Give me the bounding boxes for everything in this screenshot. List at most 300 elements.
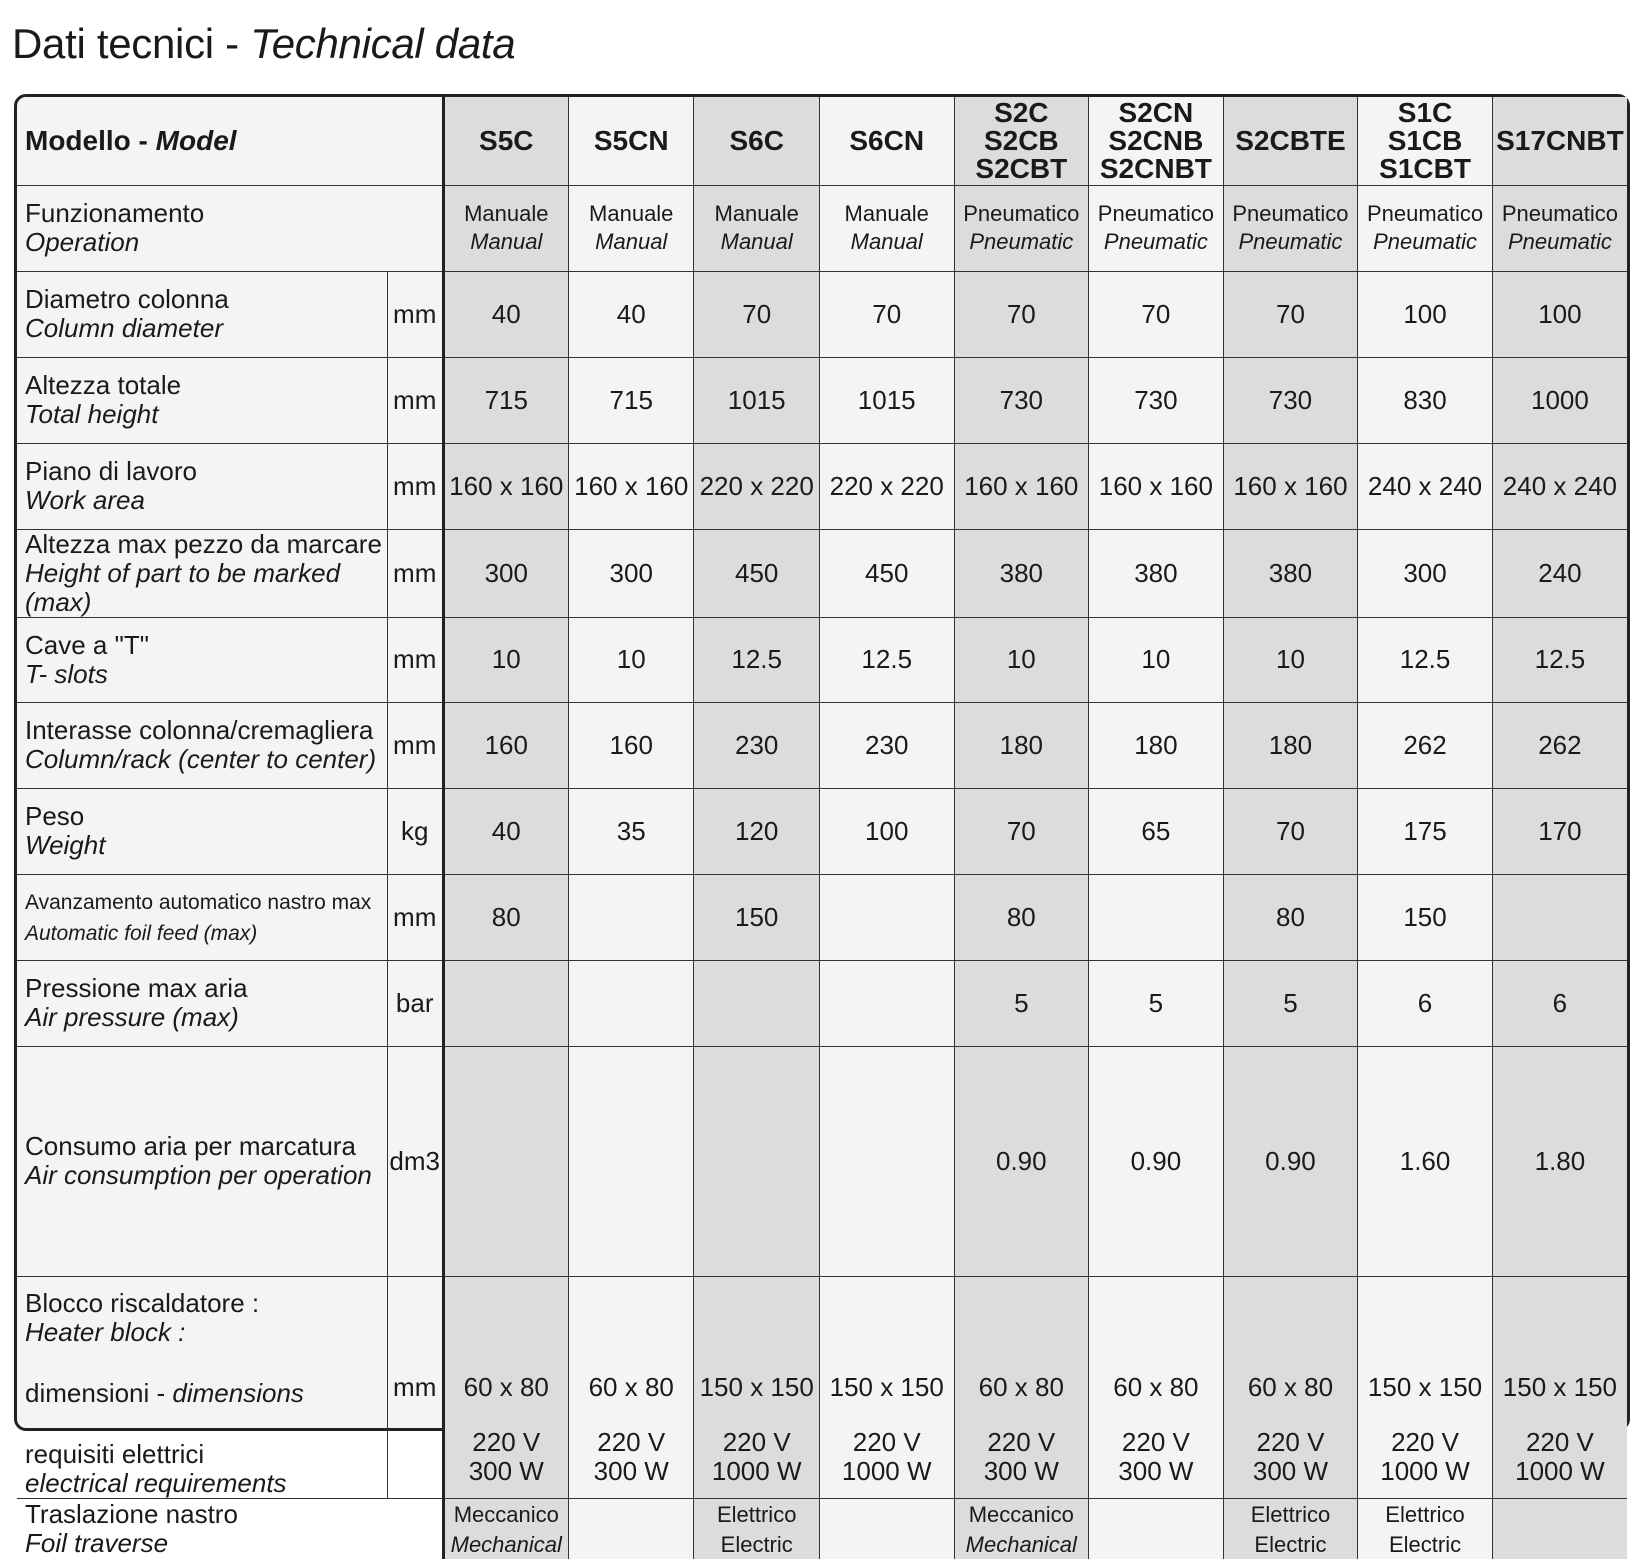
row-value: 120 <box>735 815 779 846</box>
row-value-cell <box>443 357 568 443</box>
row-label-cell <box>17 1046 387 1276</box>
label-en: Weight <box>25 830 106 860</box>
operation-value-cell <box>954 185 1089 271</box>
row-value: 160 <box>484 729 528 760</box>
row-value-cell <box>1089 874 1224 960</box>
label-en: Work area <box>25 485 145 515</box>
model-header-cell <box>1492 97 1627 185</box>
row-label-cell <box>17 271 387 357</box>
row-value: 100 <box>1538 298 1582 329</box>
table-row <box>17 443 1627 529</box>
heater-value-cell <box>569 1276 694 1498</box>
spacer <box>569 1402 693 1428</box>
heater-label-en: Heater block : <box>25 1316 186 1347</box>
operation-label-cell <box>17 185 443 271</box>
heater-power: 300 W <box>468 1455 544 1486</box>
row-unit: mm <box>393 557 437 588</box>
spacer <box>1224 1402 1358 1428</box>
row-value: 70 <box>742 298 772 329</box>
row-value-cell <box>1223 702 1358 788</box>
row-value-cell <box>1492 1046 1627 1276</box>
foil-traverse-value-it: Elettrico <box>1385 1501 1465 1527</box>
heater-value-stack <box>445 1277 568 1498</box>
row-label-cell <box>17 788 387 874</box>
heater-dimension: 60 x 80 <box>588 1371 674 1402</box>
row-value: 70 <box>1276 298 1305 329</box>
row-value-cell <box>1492 617 1627 702</box>
foil-traverse-value-cell <box>1358 1498 1493 1559</box>
row-value-cell <box>819 357 954 443</box>
heater-dim-label-en: dimensions <box>172 1377 304 1408</box>
label-it: Traslazione nastro <box>25 1498 238 1529</box>
row-value-cell <box>1223 617 1358 702</box>
model-header-cell <box>694 97 819 185</box>
spacer <box>1089 1402 1223 1428</box>
row-value: 100 <box>1403 298 1447 329</box>
model-name-line: S2CNB <box>1108 124 1204 156</box>
row-value: 262 <box>1538 729 1582 760</box>
spacer <box>694 1402 818 1428</box>
operation-value-it: Pneumatico <box>1366 201 1484 226</box>
model-header-cell <box>1358 97 1493 185</box>
table-row <box>17 1046 1627 1276</box>
row-value-cell <box>1492 960 1627 1046</box>
operation-value-it: Pneumatico <box>963 201 1080 226</box>
foil-traverse-value-cell <box>569 1498 694 1559</box>
row-value: 6 <box>1552 987 1568 1018</box>
row-unit: mm <box>393 644 437 674</box>
label-en: Total height <box>25 399 159 429</box>
row-value: 80 <box>491 901 521 932</box>
heater-power: 1000 W <box>1380 1455 1470 1486</box>
row-unit-cell <box>387 874 443 960</box>
model-name-line: S17CNBT <box>1496 124 1624 156</box>
row-value: 1015 <box>857 384 916 415</box>
model-name-line: S2CN <box>1118 96 1194 128</box>
row-value-cell <box>1089 960 1224 1046</box>
foil-traverse-value-it: Meccanico <box>453 1501 559 1527</box>
row-value: 40 <box>616 298 646 329</box>
operation-value-it: Manuale <box>589 201 674 226</box>
spacer <box>1358 1402 1492 1428</box>
foil-traverse-value-en: Electric <box>1254 1531 1327 1557</box>
row-value-cell <box>569 960 694 1046</box>
foil-traverse-value-cell <box>819 1498 954 1559</box>
row-unit-cell <box>387 271 443 357</box>
row-value: 160 x 160 <box>1233 470 1348 501</box>
row-value-cell <box>1358 788 1493 874</box>
row-value-cell <box>1089 702 1224 788</box>
heater-power: 300 W <box>983 1455 1059 1486</box>
label-it: Consumo aria per marcatura <box>25 1131 356 1161</box>
row-value-cell <box>569 874 694 960</box>
row-value: 1015 <box>727 384 786 415</box>
label-it: Pressione max aria <box>25 973 248 1003</box>
model-name-line: S2CBT <box>975 152 1068 184</box>
row-value: 240 x 240 <box>1502 470 1618 501</box>
row-value: 12.5 <box>861 644 913 674</box>
operation-value-it: Manuale <box>464 201 549 226</box>
row-value: 0.90 <box>996 1145 1047 1176</box>
heater-unit-wrap <box>388 1277 442 1498</box>
heater-voltage: 220 V <box>1256 1426 1325 1457</box>
row-value: 65 <box>1141 815 1171 846</box>
spacer <box>445 1402 568 1428</box>
row-value-cell <box>1089 271 1224 357</box>
operation-value-en: Pneumatic <box>1373 229 1478 254</box>
row-value-cell <box>954 529 1089 617</box>
model-name <box>1358 96 1492 184</box>
model-name-line: S6C <box>729 124 784 156</box>
label-en: Column diameter <box>25 313 223 343</box>
heater-dimension: 60 x 80 <box>978 1371 1064 1402</box>
row-value: 5 <box>1148 987 1164 1018</box>
row-value: 10 <box>1006 644 1036 674</box>
heater-label-cell <box>17 1276 387 1498</box>
row-value: 450 <box>735 557 779 588</box>
row-value: 160 <box>609 729 653 760</box>
row-label-cell <box>17 443 387 529</box>
row-label-cell <box>17 357 387 443</box>
row-value-cell <box>954 271 1089 357</box>
label-it: Funzionamento <box>25 198 205 228</box>
heater-value-cell <box>694 1276 819 1498</box>
row-value: 715 <box>484 384 528 415</box>
label-it: Interasse colonna/cremagliera <box>25 715 374 745</box>
row-value: 12.5 <box>1534 644 1586 674</box>
heater-voltage: 220 V <box>1391 1426 1460 1457</box>
heater-label-it: Blocco riscaldatore : <box>25 1287 260 1318</box>
row-value: 160 x 160 <box>574 470 689 501</box>
heater-value-stack <box>1493 1277 1627 1498</box>
row-value-cell <box>1492 788 1627 874</box>
foil-traverse-value-cell <box>1492 1498 1627 1559</box>
row-value-cell <box>694 874 819 960</box>
row-value-cell <box>694 529 819 617</box>
heater-value-stack <box>820 1277 954 1498</box>
row-value: 40 <box>491 815 521 846</box>
foil-traverse-value-en: Electric <box>720 1531 793 1557</box>
heater-value-stack <box>694 1277 818 1498</box>
spacer <box>955 1402 1089 1428</box>
row-unit-cell <box>387 1046 443 1276</box>
model-name <box>820 124 954 156</box>
heater-dim-label-it: dimensioni - <box>25 1377 173 1408</box>
operation-value-it: Pneumatico <box>1501 201 1618 226</box>
row-value: 180 <box>1268 729 1313 760</box>
heater-row <box>17 1276 1627 1498</box>
heater-value-cell <box>1223 1276 1358 1498</box>
model-label-en: Model <box>155 124 237 156</box>
label-it: Altezza totale <box>25 370 182 400</box>
row-value: 0.90 <box>1265 1145 1316 1176</box>
model-name-line: S2CNBT <box>1099 152 1212 184</box>
foil-traverse-value-en: Mechanical <box>965 1531 1077 1557</box>
foil-traverse-value-en: Mechanical <box>450 1531 562 1557</box>
model-name-line: S5C <box>479 124 534 156</box>
row-value-cell <box>1358 702 1493 788</box>
row-value-cell <box>443 788 568 874</box>
operation-value-cell <box>443 185 568 271</box>
row-value: 35 <box>616 815 646 846</box>
row-value: 10 <box>491 644 521 674</box>
operation-value-cell <box>694 185 819 271</box>
heater-value-cell <box>1492 1276 1627 1498</box>
model-header-cell <box>443 97 568 185</box>
row-unit-cell <box>387 702 443 788</box>
row-value-cell <box>694 443 819 529</box>
row-value: 70 <box>1276 815 1305 846</box>
heater-value-cell <box>1358 1276 1493 1498</box>
row-value: 70 <box>1141 298 1171 329</box>
model-header-cell <box>954 97 1089 185</box>
label-it: Cave a "T" <box>25 629 149 660</box>
heater-voltage: 220 V <box>1121 1426 1190 1457</box>
foil-traverse-value-en: Electric <box>1388 1531 1462 1557</box>
row-value: 100 <box>865 815 909 846</box>
row-value-cell <box>694 271 819 357</box>
row-value: 175 <box>1403 815 1447 846</box>
label-it: Diametro colonna <box>25 284 229 314</box>
row-value-cell <box>1089 529 1224 617</box>
operation-value-en: Pneumatic <box>1507 229 1612 254</box>
operation-value-en: Manual <box>595 229 668 254</box>
operation-value-cell <box>819 185 954 271</box>
row-value: 262 <box>1403 729 1447 760</box>
label-en: Operation <box>25 227 140 257</box>
operation-value-en: Pneumatic <box>1238 229 1343 254</box>
row-value-cell <box>569 1046 694 1276</box>
operation-value-en: Manual <box>470 229 543 254</box>
row-label-cell <box>17 702 387 788</box>
row-value: 380 <box>1134 557 1178 588</box>
row-value-cell <box>1492 874 1627 960</box>
row-unit: mm <box>393 729 437 760</box>
row-value-cell <box>1492 271 1627 357</box>
heater-dimension: 60 x 80 <box>1247 1371 1334 1402</box>
row-value: 230 <box>865 729 909 760</box>
row-value-cell <box>569 271 694 357</box>
label-en: Foil traverse <box>25 1527 169 1558</box>
row-value: 80 <box>1276 901 1305 932</box>
row-value-cell <box>1358 960 1493 1046</box>
spacer <box>25 1408 387 1440</box>
operation-value-it: Pneumatico <box>1232 201 1349 226</box>
row-value-cell <box>1492 443 1627 529</box>
row-unit-cell <box>387 960 443 1046</box>
heater-value-stack <box>955 1277 1089 1498</box>
row-value: 300 <box>609 557 653 588</box>
foil-traverse-label-cell <box>17 1498 443 1559</box>
row-label-cell <box>17 529 387 617</box>
row-value-cell <box>1223 443 1358 529</box>
row-value-cell <box>1223 1046 1358 1276</box>
heater-unit: mm <box>393 1371 437 1402</box>
row-value-cell <box>569 702 694 788</box>
row-value-cell <box>1492 357 1627 443</box>
model-name <box>569 124 693 156</box>
row-value: 70 <box>872 298 902 329</box>
row-unit: dm3 <box>389 1145 440 1176</box>
row-value-cell <box>569 617 694 702</box>
row-value: 450 <box>865 557 909 588</box>
operation-value-it: Manuale <box>714 201 799 226</box>
label-it: Piano di lavoro <box>25 456 197 486</box>
row-value: 715 <box>609 384 653 415</box>
row-unit: kg <box>400 815 429 846</box>
row-value: 12.5 <box>731 644 782 674</box>
row-value-cell <box>443 443 568 529</box>
row-value: 730 <box>1134 384 1178 415</box>
heater-dimension: 150 x 150 <box>829 1371 944 1402</box>
model-header-cell <box>569 97 694 185</box>
row-value-cell <box>569 357 694 443</box>
row-value-cell <box>1492 529 1627 617</box>
row-value-cell <box>1358 443 1493 529</box>
row-value-cell <box>443 960 568 1046</box>
row-label-cell <box>17 874 387 960</box>
label-it: Altezza max pezzo da marcare <box>25 528 382 559</box>
heater-dimension: 150 x 150 <box>699 1371 814 1402</box>
technical-data-table <box>17 97 1627 1559</box>
row-value: 300 <box>484 557 528 588</box>
row-value-cell <box>694 357 819 443</box>
row-value-cell <box>1089 357 1224 443</box>
row-value: 10 <box>616 644 646 674</box>
model-label <box>25 125 237 156</box>
row-unit-cell <box>387 617 443 702</box>
row-value-cell <box>569 529 694 617</box>
row-value: 300 <box>1403 557 1447 588</box>
page-title-en: Technical data <box>250 20 516 67</box>
model-header-cell <box>819 97 954 185</box>
heater-value-cell <box>954 1276 1089 1498</box>
row-value-cell <box>819 617 954 702</box>
model-name <box>445 124 568 156</box>
label-it: Peso <box>25 801 85 831</box>
row-value-cell <box>1358 874 1493 960</box>
row-value-cell <box>819 529 954 617</box>
foil-traverse-value-cell <box>1223 1498 1358 1559</box>
operation-value-en: Pneumatic <box>1103 229 1208 254</box>
row-value-cell <box>954 617 1089 702</box>
heater-dimension: 60 x 80 <box>463 1371 549 1402</box>
foil-traverse-value-cell <box>954 1498 1089 1559</box>
row-value-cell <box>1223 874 1358 960</box>
row-value-cell <box>694 617 819 702</box>
operation-value-cell <box>1089 185 1224 271</box>
foil-traverse-value-it: Elettrico <box>716 1501 797 1527</box>
row-value: 150 <box>1403 901 1447 932</box>
table-row <box>17 529 1627 617</box>
operation-value-en: Manual <box>850 229 923 254</box>
heater-voltage: 220 V <box>1525 1426 1594 1457</box>
row-unit: mm <box>393 901 437 932</box>
model-name <box>1224 124 1358 156</box>
row-value: 70 <box>1006 298 1036 329</box>
heater-power: 300 W <box>593 1455 669 1486</box>
label-en: T- slots <box>25 658 108 689</box>
row-value-cell <box>569 443 694 529</box>
row-value: 220 x 220 <box>829 470 944 501</box>
heater-req-label-it: requisiti elettrici <box>25 1438 205 1469</box>
page-title-it: Dati tecnici - <box>12 20 251 67</box>
operation-value-en: Pneumatic <box>969 229 1074 254</box>
row-value-cell <box>694 702 819 788</box>
heater-label-stack <box>25 1277 387 1498</box>
heater-req-label-en: electrical requirements <box>25 1467 287 1498</box>
model-name-line: S1C <box>1397 96 1453 128</box>
row-value-cell <box>819 788 954 874</box>
heater-voltage: 220 V <box>597 1426 666 1457</box>
table-row <box>17 874 1627 960</box>
heater-value-cell <box>443 1276 568 1498</box>
row-value-cell <box>443 617 568 702</box>
header-row <box>17 97 1627 185</box>
label-en: Column/rack (center to center) <box>25 744 377 774</box>
spacer <box>25 1347 387 1379</box>
row-value: 830 <box>1403 384 1447 415</box>
operation-row <box>17 185 1627 271</box>
row-value-cell <box>1358 271 1493 357</box>
row-value: 380 <box>999 557 1043 588</box>
row-value: 1.60 <box>1399 1145 1451 1176</box>
row-value-cell <box>1223 788 1358 874</box>
model-name-line: S2CBTE <box>1235 124 1346 156</box>
row-value: 170 <box>1538 815 1582 846</box>
row-value-cell <box>954 960 1089 1046</box>
row-value: 160 x 160 <box>449 470 564 501</box>
table-row <box>17 702 1627 788</box>
table-row <box>17 617 1627 702</box>
foil-traverse-value-cell <box>1089 1498 1224 1559</box>
foil-traverse-value-it: Meccanico <box>968 1501 1074 1527</box>
foil-traverse-value-cell <box>443 1498 568 1559</box>
operation-value-cell <box>1223 185 1358 271</box>
row-value-cell <box>1492 702 1627 788</box>
model-name-line: S1CB <box>1387 124 1463 156</box>
row-value-cell <box>819 702 954 788</box>
model-header-cell <box>1223 97 1358 185</box>
row-value-cell <box>443 874 568 960</box>
row-value-cell <box>954 443 1089 529</box>
row-value-cell <box>1358 617 1493 702</box>
label-en: Automatic foil feed (max) <box>25 922 258 945</box>
row-value-cell <box>819 960 954 1046</box>
row-unit: mm <box>393 470 437 501</box>
spacer <box>1493 1402 1627 1428</box>
row-value: 160 x 160 <box>1098 470 1213 501</box>
label-en: Air consumption per operation <box>25 1160 372 1190</box>
heater-power: 1000 W <box>1515 1455 1605 1486</box>
row-value: 40 <box>491 298 521 329</box>
row-unit: bar <box>395 987 434 1018</box>
heater-value-cell <box>1089 1276 1224 1498</box>
row-value-cell <box>443 271 568 357</box>
row-unit: mm <box>393 384 437 415</box>
heater-value-stack <box>1358 1277 1492 1498</box>
row-value-cell <box>1089 443 1224 529</box>
heater-power: 300 W <box>1118 1455 1194 1486</box>
foil-traverse-value-it: Elettrico <box>1250 1501 1331 1527</box>
foil-traverse-value-cell <box>694 1498 819 1559</box>
table-row <box>17 788 1627 874</box>
row-value-cell <box>569 788 694 874</box>
model-name <box>1493 124 1627 156</box>
row-unit-cell <box>387 443 443 529</box>
row-value-cell <box>694 960 819 1046</box>
row-value: 180 <box>1134 729 1178 760</box>
